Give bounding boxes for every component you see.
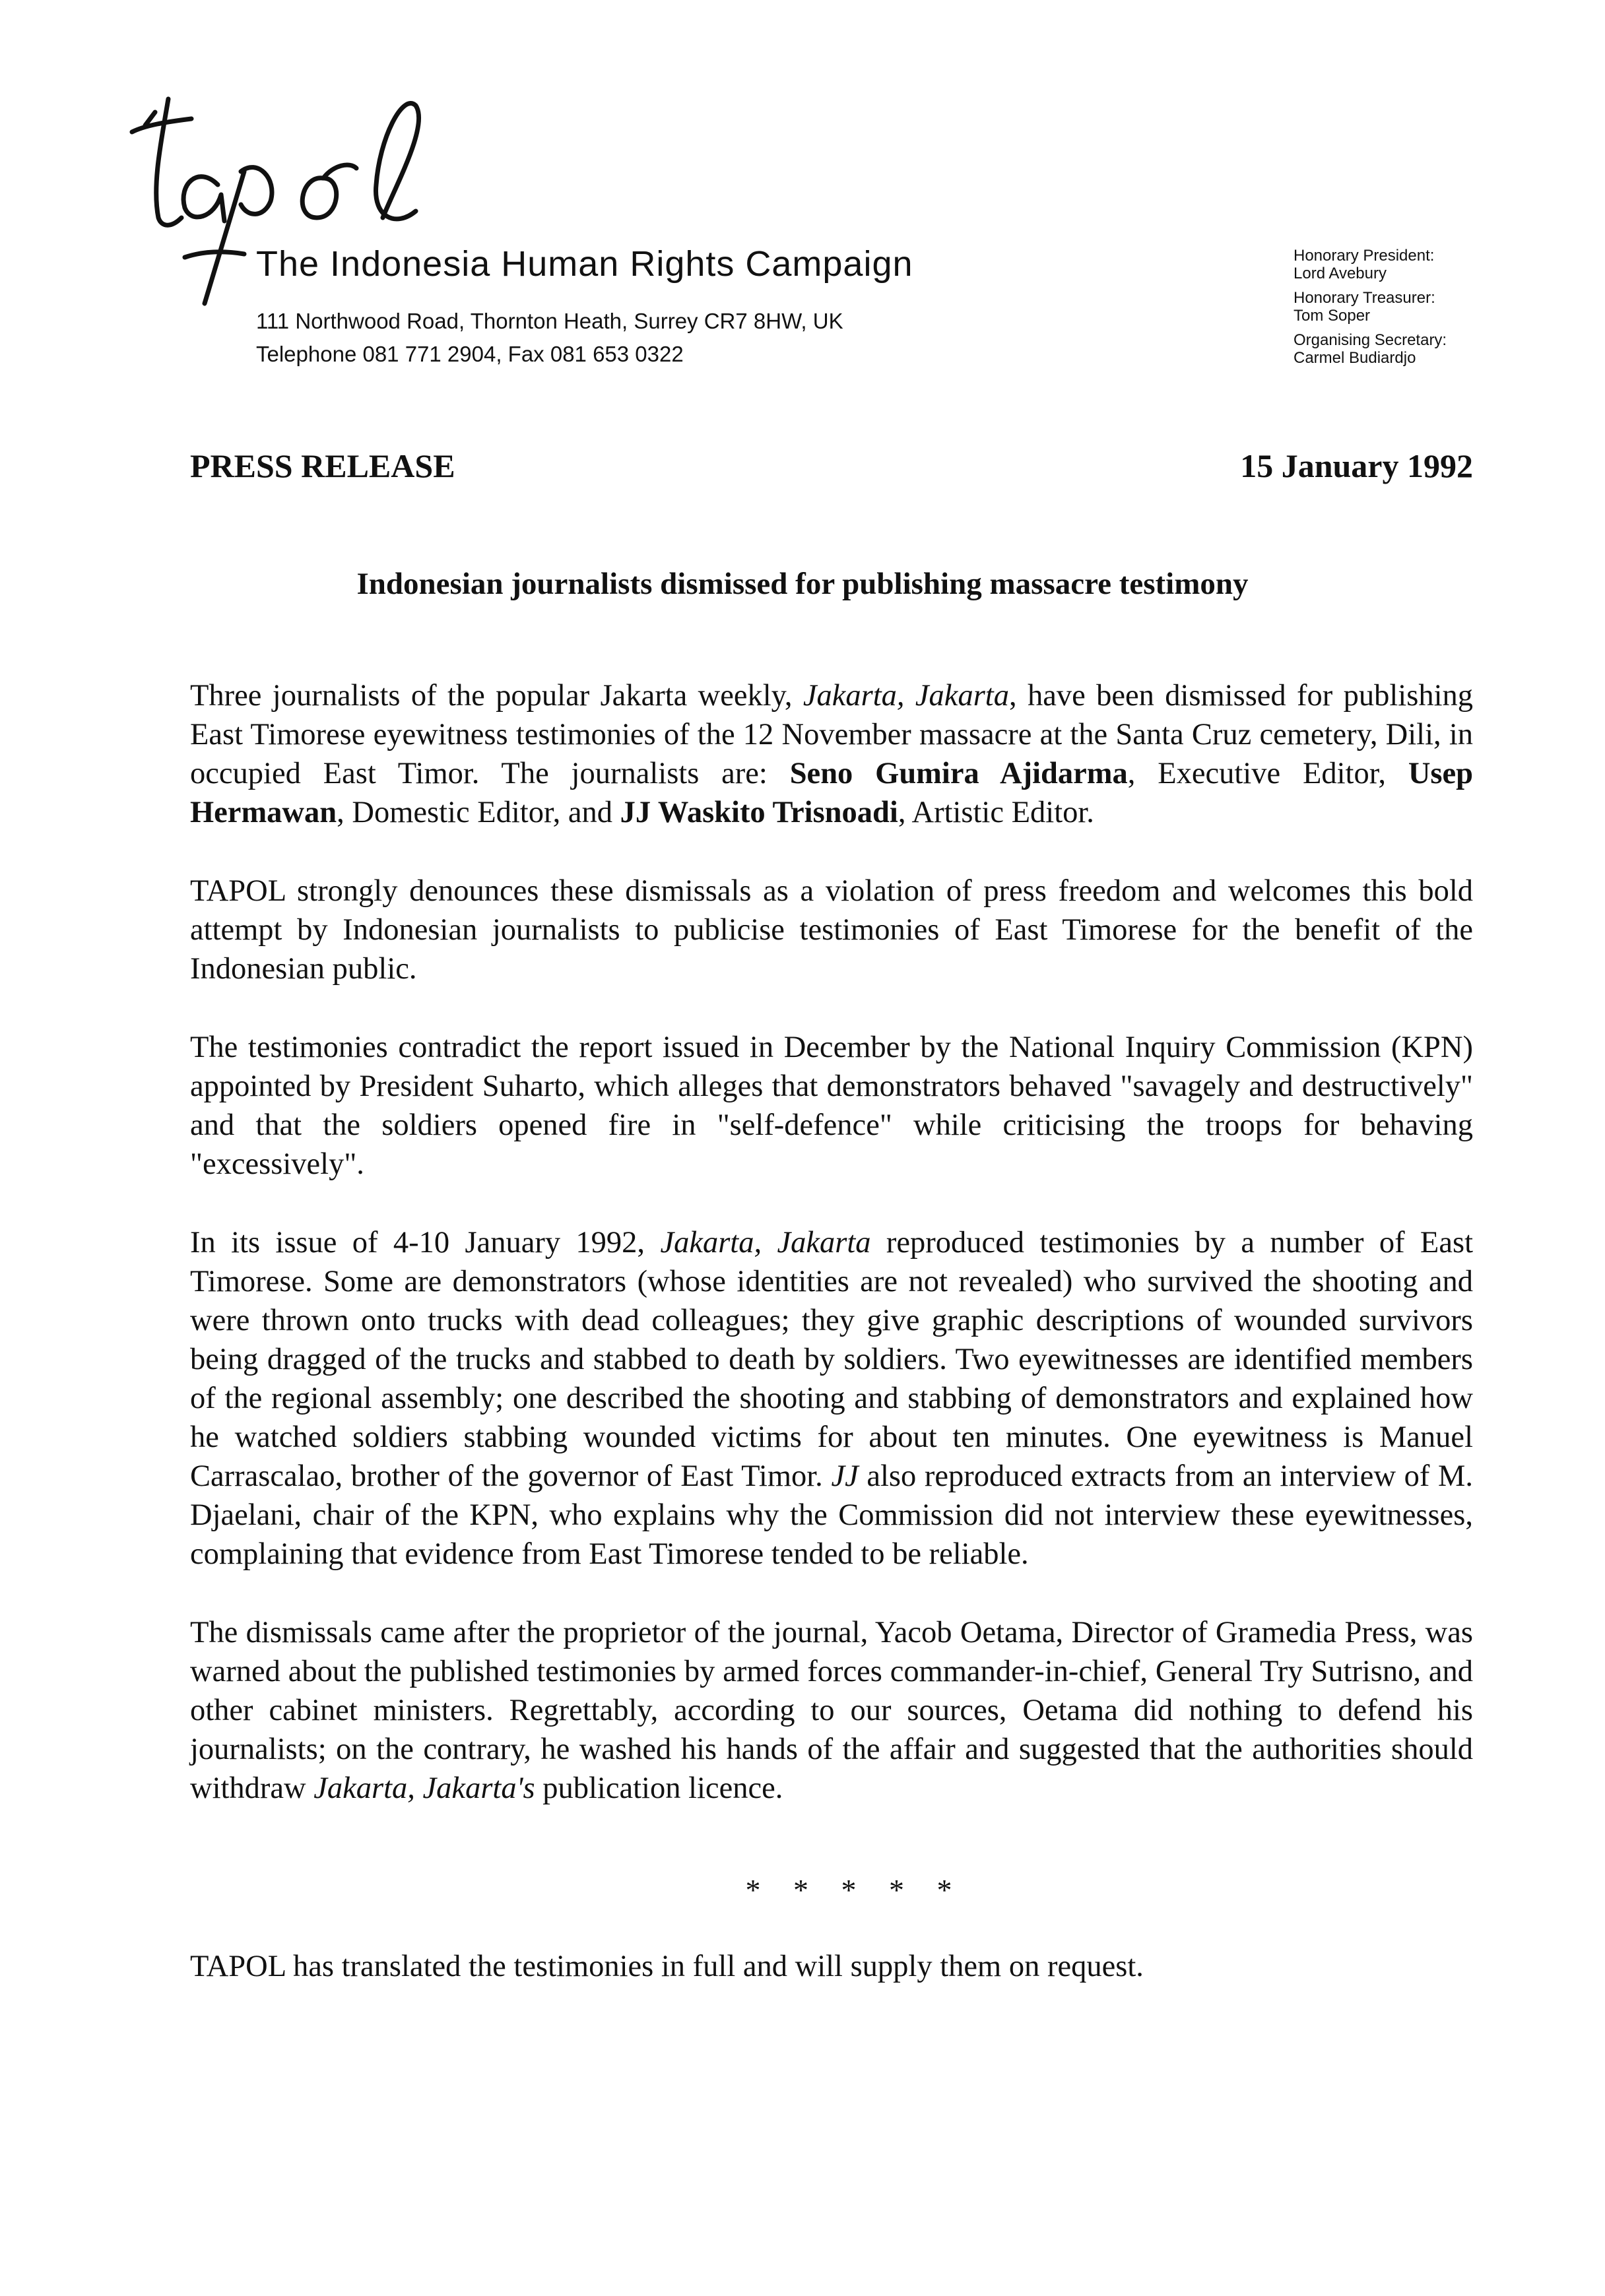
text-run: publication licence. bbox=[535, 1771, 783, 1805]
officer-name: Carmel Budiardjo bbox=[1294, 349, 1416, 367]
document-type: PRESS RELEASE bbox=[190, 447, 455, 484]
closing-note: TAPOL has translated the testimonies in full and will supply them on request. bbox=[190, 1950, 1144, 1983]
journalist-name: JJ Waskito Trisnoadi bbox=[620, 796, 898, 829]
text-run: , Executive Editor, bbox=[1127, 757, 1408, 790]
officers-list bbox=[1294, 247, 1511, 373]
officer-treasurer bbox=[1294, 289, 1511, 325]
officer-title: Honorary Treasurer: bbox=[1294, 289, 1435, 307]
text-run: , Artistic Editor. bbox=[898, 796, 1094, 829]
journalist-name: Seno Gumira Ajidarma bbox=[789, 757, 1128, 790]
body-text bbox=[190, 676, 1473, 1834]
journalist-name: Usep Hermawan bbox=[190, 757, 1473, 829]
publication-title: Jakarta, Jakarta's bbox=[313, 1771, 535, 1805]
paragraph-1 bbox=[190, 676, 1473, 832]
paragraph-5 bbox=[190, 1613, 1473, 1808]
document-date: 15 January 1992 bbox=[1240, 447, 1473, 484]
contact-line: Telephone 081 771 2904, Fax 081 653 0322 bbox=[256, 342, 684, 366]
paragraph-2: TAPOL strongly denounces these dismissals as a violation of press freedom and welcomes this bold attempt by Indonesian journalists to publicise testimonies of East Timorese for the benefit of the Indonesian public. bbox=[190, 874, 1473, 986]
text-run: Three journalists of the popular Jakarta weekly, bbox=[190, 679, 803, 713]
org-name: The Indonesia Human Rights Campaign bbox=[256, 244, 913, 284]
text-run: The dismissals came after the proprietor of the journal, Yacob Oetama, Director of Gramedia Press, was warned about the published testimonies by armed forces commander-in-chief, General Try Sutrisno, and other cabinet ministers. Regrettably, according to our sources, Oetama did nothing to defend his journalists; on the contrary, he washed his hands of the affair and suggested that the authorities should withdraw bbox=[190, 1616, 1473, 1805]
officer-name: Tom Soper bbox=[1294, 307, 1371, 325]
section-separator: * * * * * bbox=[745, 1873, 952, 1907]
text-run: In its issue of 4-10 January 1992, bbox=[190, 1226, 661, 1260]
officer-president bbox=[1294, 247, 1511, 282]
paragraph-3: The testimonies contradict the report issued in December by the National Inquiry Commission (KPN) appointed by President Suharto, which alleges that demonstrators behaved "savagely and destructively" and that the soldiers opened fire in "self-defence" while criticising the troops for behaving "excessively". bbox=[190, 1031, 1473, 1181]
officer-title: Organising Secretary: bbox=[1294, 331, 1447, 349]
text-run: reproduced testimonies by a number of East Timorese. Some are demonstrators (whose identities are not revealed) who survived the shooting and were thrown onto trucks with dead colleagues; they give graphic descriptions of wounded survivors being dragged of the trucks and stabbed to death by soldiers. Two eyewitnesses are identified members of the regional assembly; one described the shooting and stabbing of demonstrators and explained how he watched soldiers stabbing wounded victims for about ten minutes. One eyewitness is Manuel Carrascalao, brother of the governor of East Timor. bbox=[190, 1226, 1473, 1493]
publication-title: Jakarta, Jakarta bbox=[802, 679, 1009, 713]
publication-title: Jakarta, Jakarta bbox=[660, 1226, 871, 1260]
paragraph-4 bbox=[190, 1223, 1473, 1574]
publication-abbrev: JJ bbox=[831, 1459, 859, 1493]
officer-secretary bbox=[1294, 331, 1511, 367]
address-block bbox=[256, 305, 843, 371]
officer-title: Honorary President: bbox=[1294, 247, 1435, 265]
text-run: , have been dismissed for publishing East Timorese eyewitness testimonies of the 12 November massacre at the Santa Cruz cemetery, Dili, in occupied East Timor. The journalists are: bbox=[190, 679, 1473, 790]
text-run: also reproduced extracts from an interview of M. Djaelani, chair of the KPN, who explains why the Commission did not interview these eyewitnesses, complaining that evidence from East Timorese tended to be reliable. bbox=[190, 1459, 1474, 1571]
text-run: , Domestic Editor, and bbox=[337, 796, 620, 829]
officer-name: Lord Avebury bbox=[1294, 265, 1387, 282]
headline: Indonesian journalists dismissed for publishing massacre testimony bbox=[356, 567, 1249, 601]
address-line: 111 Northwood Road, Thornton Heath, Surrey CR7 8HW, UK bbox=[256, 309, 843, 333]
